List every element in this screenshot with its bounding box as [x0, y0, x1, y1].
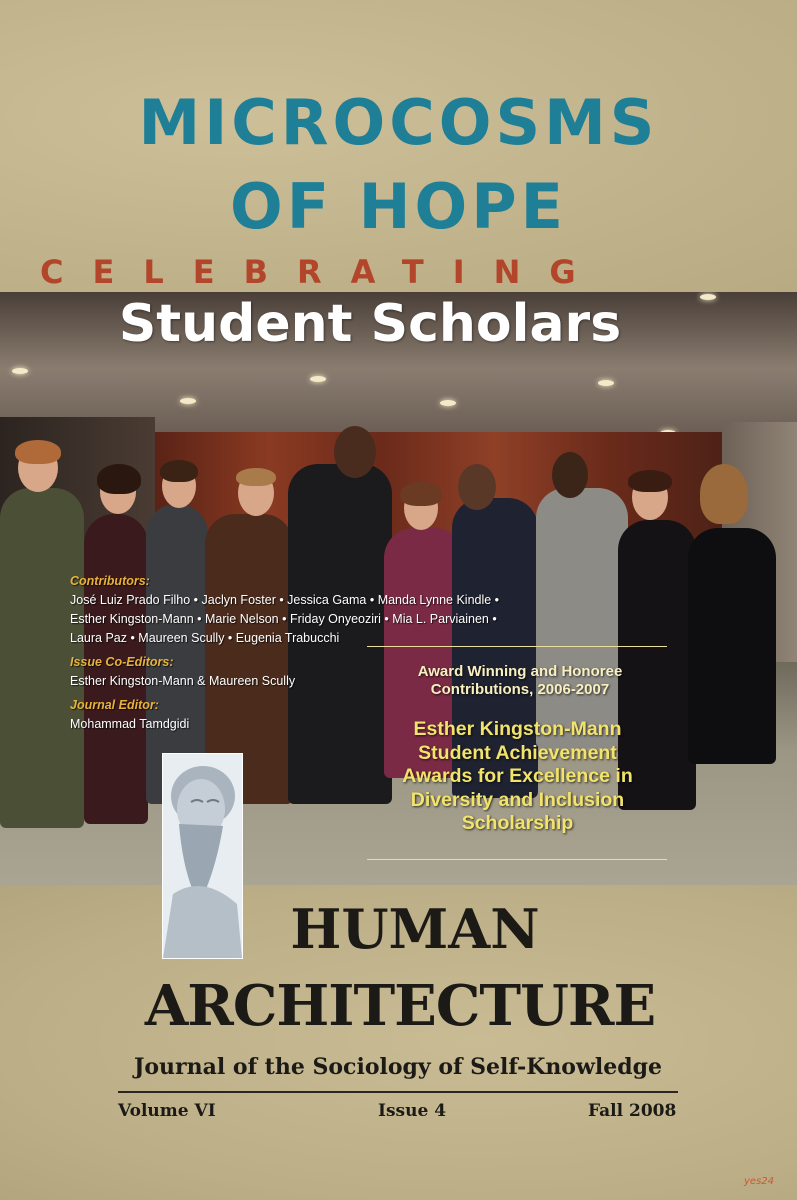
award-title-line: Diversity and Inclusion — [410, 788, 625, 811]
contributors-line: José Luiz Prado Filho • Jaclyn Foster • Jessica Gama • Manda Lynne Kindle • — [70, 593, 500, 607]
editor-name: Mohammad Tamdgidi — [70, 717, 190, 731]
co-editors-heading: Issue Co-Editors: — [70, 655, 174, 669]
award-title-line: Awards for Excellence in — [402, 765, 633, 787]
person-hair — [700, 464, 748, 524]
volume-label: Volume VI — [118, 1101, 216, 1121]
watermark-stamp: yes24 — [744, 1176, 775, 1187]
award-title-line: Scholarship — [461, 812, 574, 834]
person-head — [552, 452, 588, 498]
journal-title-line-2: ARCHITECTURE — [144, 973, 656, 1039]
editor-heading: Journal Editor: — [70, 698, 159, 712]
award-title — [345, 718, 690, 836]
award-rule-top — [367, 646, 667, 647]
title-line-1: MICROCOSMS — [138, 86, 659, 159]
journal-title-line-1: HUMAN — [290, 897, 540, 961]
issue-label: Issue 4 — [378, 1101, 447, 1121]
date-label: Fall 2008 — [588, 1101, 677, 1121]
contributors-line: Laura Paz • Maureen Scully • Eugenia Trabucchi — [70, 631, 340, 645]
ceiling-light — [12, 368, 28, 374]
person-head — [334, 426, 376, 478]
subtitle-celebrating: CELEBRATING — [40, 253, 605, 291]
award-intro-line: Contributions, 2006-2007 — [430, 681, 610, 698]
person-hair — [400, 482, 442, 506]
ceiling-light — [180, 398, 196, 404]
award-title-line: Esther Kingston-Mann — [413, 718, 622, 740]
journal-rule — [118, 1091, 678, 1093]
person — [536, 488, 628, 748]
person-hair — [628, 470, 672, 492]
person — [688, 528, 776, 764]
award-title-line: Student Achievement — [418, 741, 617, 764]
award-intro-line: Award Winning and Honoree — [417, 663, 623, 680]
title-line-2: OF HOPE — [229, 170, 568, 243]
person-head — [458, 464, 496, 510]
person-hair — [160, 460, 198, 482]
ceiling-light — [310, 376, 326, 382]
award-intro — [360, 663, 680, 699]
journal-subtitle: Journal of the Sociology of Self-Knowledge — [133, 1054, 663, 1080]
ceiling-light — [598, 380, 614, 386]
person-hair — [15, 440, 61, 464]
subtitle-student-scholars: Student Scholars — [118, 294, 622, 354]
co-editors-names: Esther Kingston-Mann & Maureen Scully — [70, 674, 296, 688]
person-hair — [97, 464, 141, 494]
ceiling-light — [440, 400, 456, 406]
contributors-line: Esther Kingston-Mann • Marie Nelson • Friday Onyeoziri • Mia L. Parviainen • — [70, 612, 497, 626]
contributors-heading: Contributors: — [70, 574, 150, 588]
person-hair — [236, 468, 276, 486]
contributors-block — [70, 572, 540, 734]
award-rule-bottom — [367, 859, 667, 860]
